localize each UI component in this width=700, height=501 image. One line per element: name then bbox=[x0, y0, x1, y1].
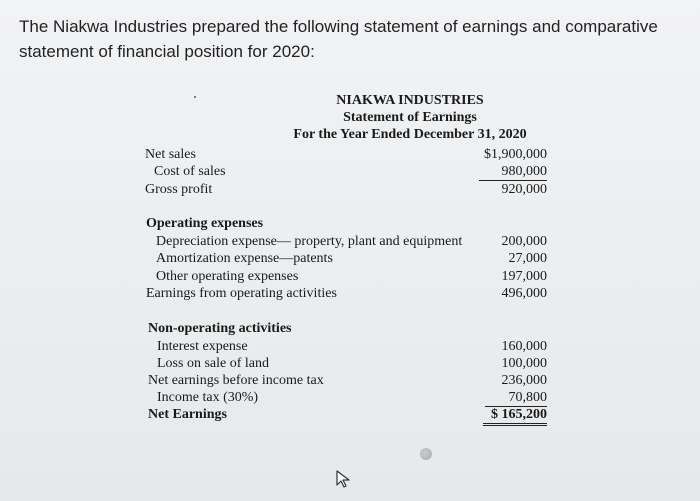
gross-profit-label: Gross profit bbox=[145, 182, 213, 197]
interest-expense-label: Interest expense bbox=[157, 339, 248, 354]
amortization-label: Amortization expense—patents bbox=[156, 251, 333, 266]
depreciation-amount: 200,000 bbox=[501, 234, 547, 249]
intro-text: The Niakwa Industries prepared the following statement of earnings and comparative statement of financial position for 2020: bbox=[19, 17, 658, 61]
net-sales-label: Net sales bbox=[145, 147, 196, 162]
mouse-cursor-icon bbox=[335, 470, 351, 488]
net-earnings-label: Net Earnings bbox=[148, 407, 227, 422]
net-before-tax-label: Net earnings before income tax bbox=[148, 373, 324, 388]
statement-title: Statement of Earnings bbox=[343, 110, 477, 125]
income-tax-label: Income tax (30%) bbox=[157, 390, 259, 405]
loss-on-land-amount: 100,000 bbox=[501, 356, 547, 371]
net-before-tax-amount: 236,000 bbox=[501, 373, 547, 388]
operating-expenses-heading: Operating expenses bbox=[146, 216, 264, 231]
depreciation-label: Depreciation expense— property, plant and equipment bbox=[156, 234, 463, 249]
other-operating-label: Other operating expenses bbox=[156, 269, 299, 284]
cost-of-sales-label: Cost of sales bbox=[154, 164, 226, 179]
earnings-from-operations-label: Earnings from operating activities bbox=[146, 286, 337, 301]
income-tax-amount: 70,800 bbox=[485, 390, 547, 407]
statement-period: For the Year Ended December 31, 2020 bbox=[293, 127, 527, 142]
non-operating-heading: Non-operating activities bbox=[148, 321, 292, 336]
other-operating-amount: 197,000 bbox=[501, 269, 547, 284]
company-name: NIAKWA INDUSTRIES bbox=[336, 93, 484, 108]
earnings-from-operations-amount: 496,000 bbox=[501, 286, 547, 301]
net-earnings-amount: $ 165,200 bbox=[483, 407, 547, 426]
loss-on-land-label: Loss on sale of land bbox=[157, 356, 269, 371]
net-sales-amount: $1,900,000 bbox=[484, 147, 547, 162]
amortization-amount: 27,000 bbox=[508, 251, 547, 266]
dust-speck bbox=[194, 96, 196, 98]
cost-of-sales-amount: 980,000 bbox=[479, 164, 547, 181]
interest-expense-amount: 160,000 bbox=[501, 339, 547, 354]
camera-glare-dot bbox=[420, 448, 432, 460]
gross-profit-amount: 920,000 bbox=[501, 182, 547, 197]
